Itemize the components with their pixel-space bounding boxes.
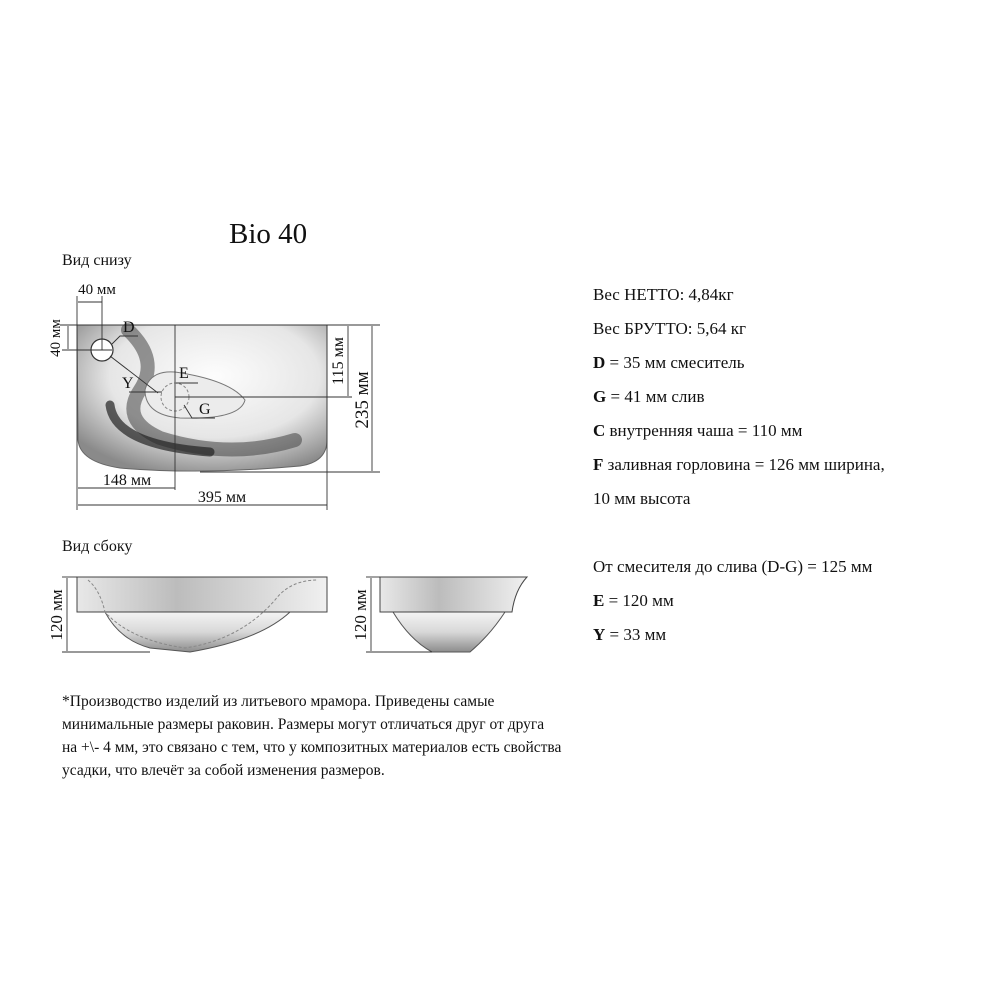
dim-drain-x: 148 мм <box>102 472 152 489</box>
sink-side-view-side <box>366 577 527 652</box>
sink-side-view-front <box>62 577 327 652</box>
spec-gross-weight: Вес БРУТТО: 5,64 кг <box>593 319 746 338</box>
spec-list <box>593 283 885 657</box>
dim-mixer-x: 40 мм <box>78 282 116 298</box>
bottom-view-label: Вид снизу <box>62 252 132 269</box>
marker-y: Y <box>122 375 134 392</box>
spec-d-g: От смесителя до слива (D-G) = 125 мм <box>593 557 873 576</box>
dim-height-side: 120 мм <box>351 589 370 641</box>
footnote: *Производство изделий из литьевого мрамора. Приведены самые минимальные размеры раковин. Размеры могут отличаться друг от друга на +\- 4 мм, это связано с тем, что у композитных материалов есть свойства усадки, что влечёт за собой изменения размеров. <box>62 693 562 779</box>
side-view-label: Вид сбоку <box>62 538 133 555</box>
dim-height-front: 120 мм <box>47 589 66 641</box>
dim-mixer-y: 40 мм <box>48 319 64 357</box>
spec-net-weight: Вес НЕТТО: 4,84кг <box>593 285 734 304</box>
spec-e: E = 120 мм <box>593 591 674 610</box>
marker-e: E <box>179 365 189 382</box>
marker-g: G <box>199 401 211 418</box>
marker-d: D <box>123 319 135 336</box>
spec-f: F заливная горловина = 126 мм ширина, <box>593 455 885 474</box>
product-title: Bio 40 <box>229 218 308 250</box>
dim-drain-y: 115 мм <box>330 337 347 385</box>
sink-bottom-view <box>77 325 327 471</box>
spec-c: C внутренняя чаша = 110 мм <box>593 421 803 440</box>
spec-y: Y = 33 мм <box>593 625 667 644</box>
dim-depth: 235 мм <box>352 371 373 429</box>
spec-g: G = 41 мм слив <box>593 387 705 406</box>
dim-width: 395 мм <box>197 489 247 506</box>
spec-f-height: 10 мм высота <box>593 489 691 508</box>
spec-d: D = 35 мм смеситель <box>593 353 745 372</box>
